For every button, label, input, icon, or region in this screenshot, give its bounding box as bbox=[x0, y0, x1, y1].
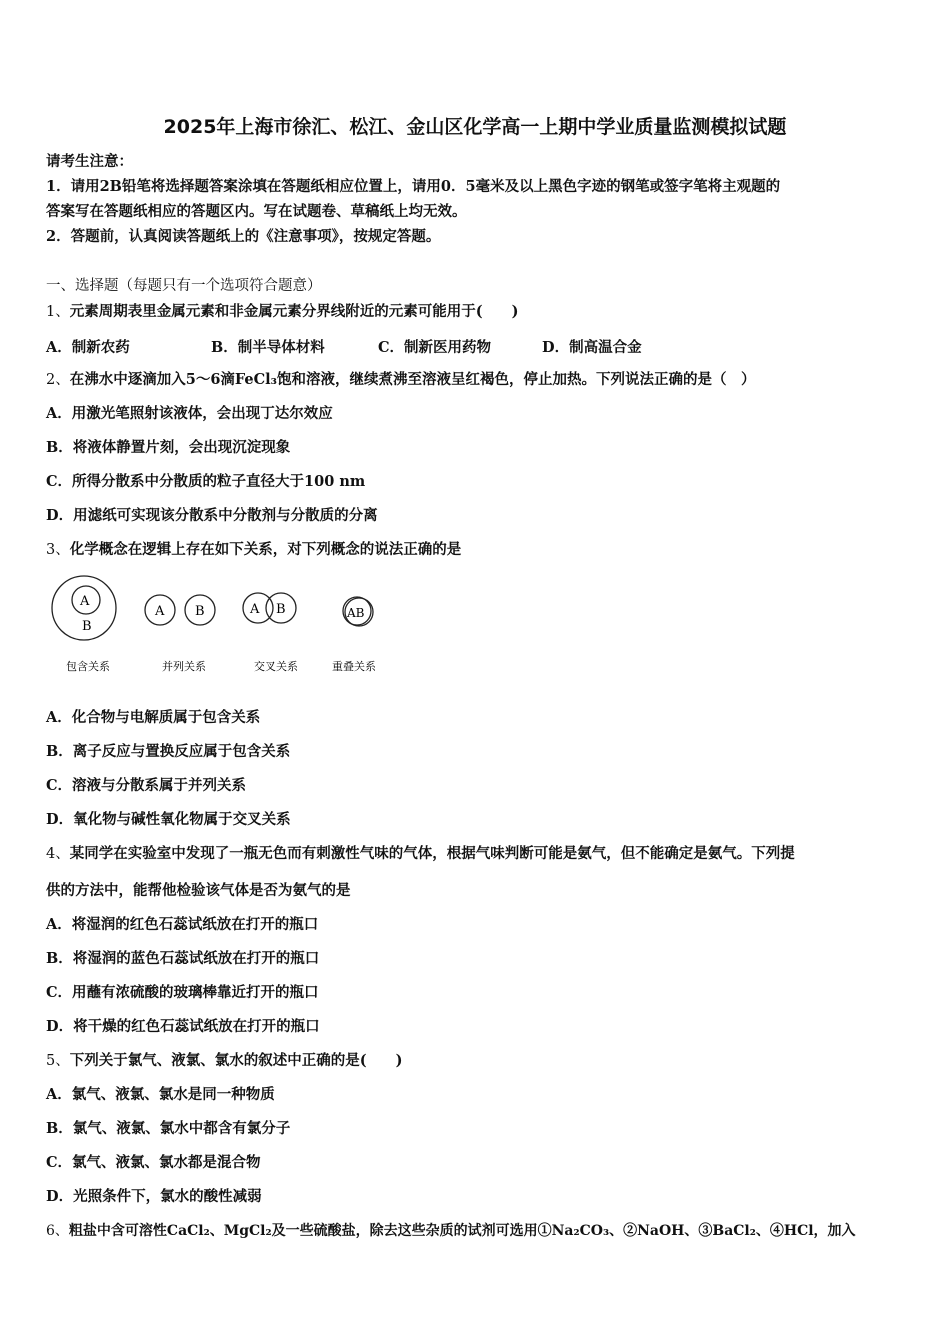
label-b: B bbox=[195, 604, 205, 619]
question-5-option-d: D．光照条件下，氯水的酸性减弱 bbox=[46, 1188, 262, 1205]
question-text: 下列关于氯气、液氯、氯水的叙述中正确的是( ) bbox=[69, 1052, 403, 1069]
question-4-option-d: D．将干燥的红色石蕊试纸放在打开的瓶口 bbox=[46, 1018, 320, 1035]
question-2-option-c: C．所得分散系中分散质的粒子直径大于100 nm bbox=[46, 473, 366, 490]
option-c: C．制新医用药物 bbox=[378, 339, 492, 356]
notice-item-1-line-2: 答案写在答题纸相应的答题区内。写在试题卷、草稿纸上均无效。 bbox=[46, 203, 467, 220]
label-ab: AB bbox=[347, 606, 365, 620]
intersection-figure bbox=[243, 593, 296, 623]
question-5-option-a: A．氯气、液氯、氯水是同一种物质 bbox=[46, 1086, 275, 1103]
question-number: 5、 bbox=[46, 1053, 70, 1069]
question-5-stem bbox=[46, 1051, 402, 1071]
question-2-stem bbox=[46, 370, 756, 390]
question-text: 某同学在实验室中发现了一瓶无色而有刺激性气味的气体，根据气味判断可能是氨气，但不能确定是氨气。下列提 bbox=[69, 845, 795, 862]
caption-containment: 包含关系 bbox=[66, 660, 110, 673]
question-4-stem-line-1 bbox=[46, 844, 795, 864]
question-number: 1、 bbox=[46, 304, 70, 320]
question-5-option-c: C．氯气、液氯、氯水都是混合物 bbox=[46, 1154, 261, 1171]
page-title: 2025年上海市徐汇、松江、金山区化学高一上期中学业质量监测模拟试题 bbox=[163, 116, 787, 138]
option-b: B．制半导体材料 bbox=[211, 339, 325, 356]
question-1-stem bbox=[46, 302, 518, 322]
question-1-options bbox=[46, 336, 746, 356]
label-a: A bbox=[250, 602, 260, 617]
question-4-option-c: C．用蘸有浓硫酸的玻璃棒靠近打开的瓶口 bbox=[46, 984, 319, 1001]
question-2-option-d: D．用滤纸可实现该分散系中分散剂与分散质的分离 bbox=[46, 507, 378, 524]
question-3-option-c: C．溶液与分散系属于并列关系 bbox=[46, 777, 247, 794]
parallel-figure bbox=[145, 595, 215, 625]
question-5-option-b: B．氯气、液氯、氯水中都含有氯分子 bbox=[46, 1120, 291, 1137]
question-number: 6、 bbox=[46, 1223, 69, 1239]
concept-relation-diagram bbox=[46, 568, 406, 678]
notice-heading: 请考生注意： bbox=[46, 153, 133, 170]
section-heading: 一、选择题（每题只有一个选项符合题意） bbox=[46, 278, 322, 294]
question-4-option-a: A．将湿润的红色石蕊试纸放在打开的瓶口 bbox=[46, 916, 319, 933]
question-4-stem-line-2: 供的方法中，能帮他检验该气体是否为氨气的是 bbox=[46, 882, 351, 899]
option-a: A．制新农药 bbox=[46, 339, 130, 356]
question-text: 化学概念在逻辑上存在如下关系，对下列概念的说法正确的是 bbox=[69, 541, 462, 558]
question-number: 4、 bbox=[46, 846, 70, 862]
question-4-option-b: B．将湿润的蓝色石蕊试纸放在打开的瓶口 bbox=[46, 950, 320, 967]
question-2-option-b: B．将液体静置片刻，会出现沉淀现象 bbox=[46, 439, 291, 456]
question-3-option-d: D．氧化物与碱性氧化物属于交叉关系 bbox=[46, 811, 291, 828]
question-number: 3、 bbox=[46, 542, 70, 558]
caption-intersection: 交叉关系 bbox=[254, 660, 298, 673]
question-2-option-a: A．用激光笔照射该液体，会出现丁达尔效应 bbox=[46, 405, 333, 422]
label-a: A bbox=[80, 594, 90, 609]
question-number: 2、 bbox=[46, 372, 70, 388]
question-6-stem bbox=[46, 1221, 856, 1241]
caption-parallel: 并列关系 bbox=[162, 660, 206, 673]
overlap-figure bbox=[343, 597, 373, 626]
question-text: 粗盐中含可溶性CaCl₂、MgCl₂及一些硫酸盐，除去这些杂质的试剂可选用①Na₂CO₃、②NaOH、③BaCl₂、④HCl，加入 bbox=[68, 1223, 856, 1239]
option-d: D．制高温合金 bbox=[542, 339, 642, 356]
label-b: B bbox=[82, 619, 92, 634]
label-b: B bbox=[276, 602, 286, 617]
question-text: 在沸水中逐滴加入5～6滴FeCl₃饱和溶液，继续煮沸至溶液呈红褐色，停止加热。下列说法正确的是（ ） bbox=[69, 371, 756, 388]
question-3-option-b: B．离子反应与置换反应属于包含关系 bbox=[46, 743, 291, 760]
question-text: 元素周期表里金属元素和非金属元素分界线附近的元素可能用于( ) bbox=[69, 303, 519, 320]
caption-overlap: 重叠关系 bbox=[332, 660, 376, 673]
containment-figure bbox=[52, 576, 116, 640]
notice-item-2: 2．答题前，认真阅读答题纸上的《注意事项》，按规定答题。 bbox=[46, 228, 441, 245]
question-3-stem bbox=[46, 540, 461, 560]
question-3-option-a: A．化合物与电解质属于包含关系 bbox=[46, 709, 261, 726]
notice-item-1-line-1: 1．请用2B铅笔将选择题答案涂填在答题纸相应位置上，请用0．5毫米及以上黑色字迹的钢笔或签字笔将主观题的 bbox=[46, 178, 781, 195]
label-a: A bbox=[155, 604, 165, 619]
